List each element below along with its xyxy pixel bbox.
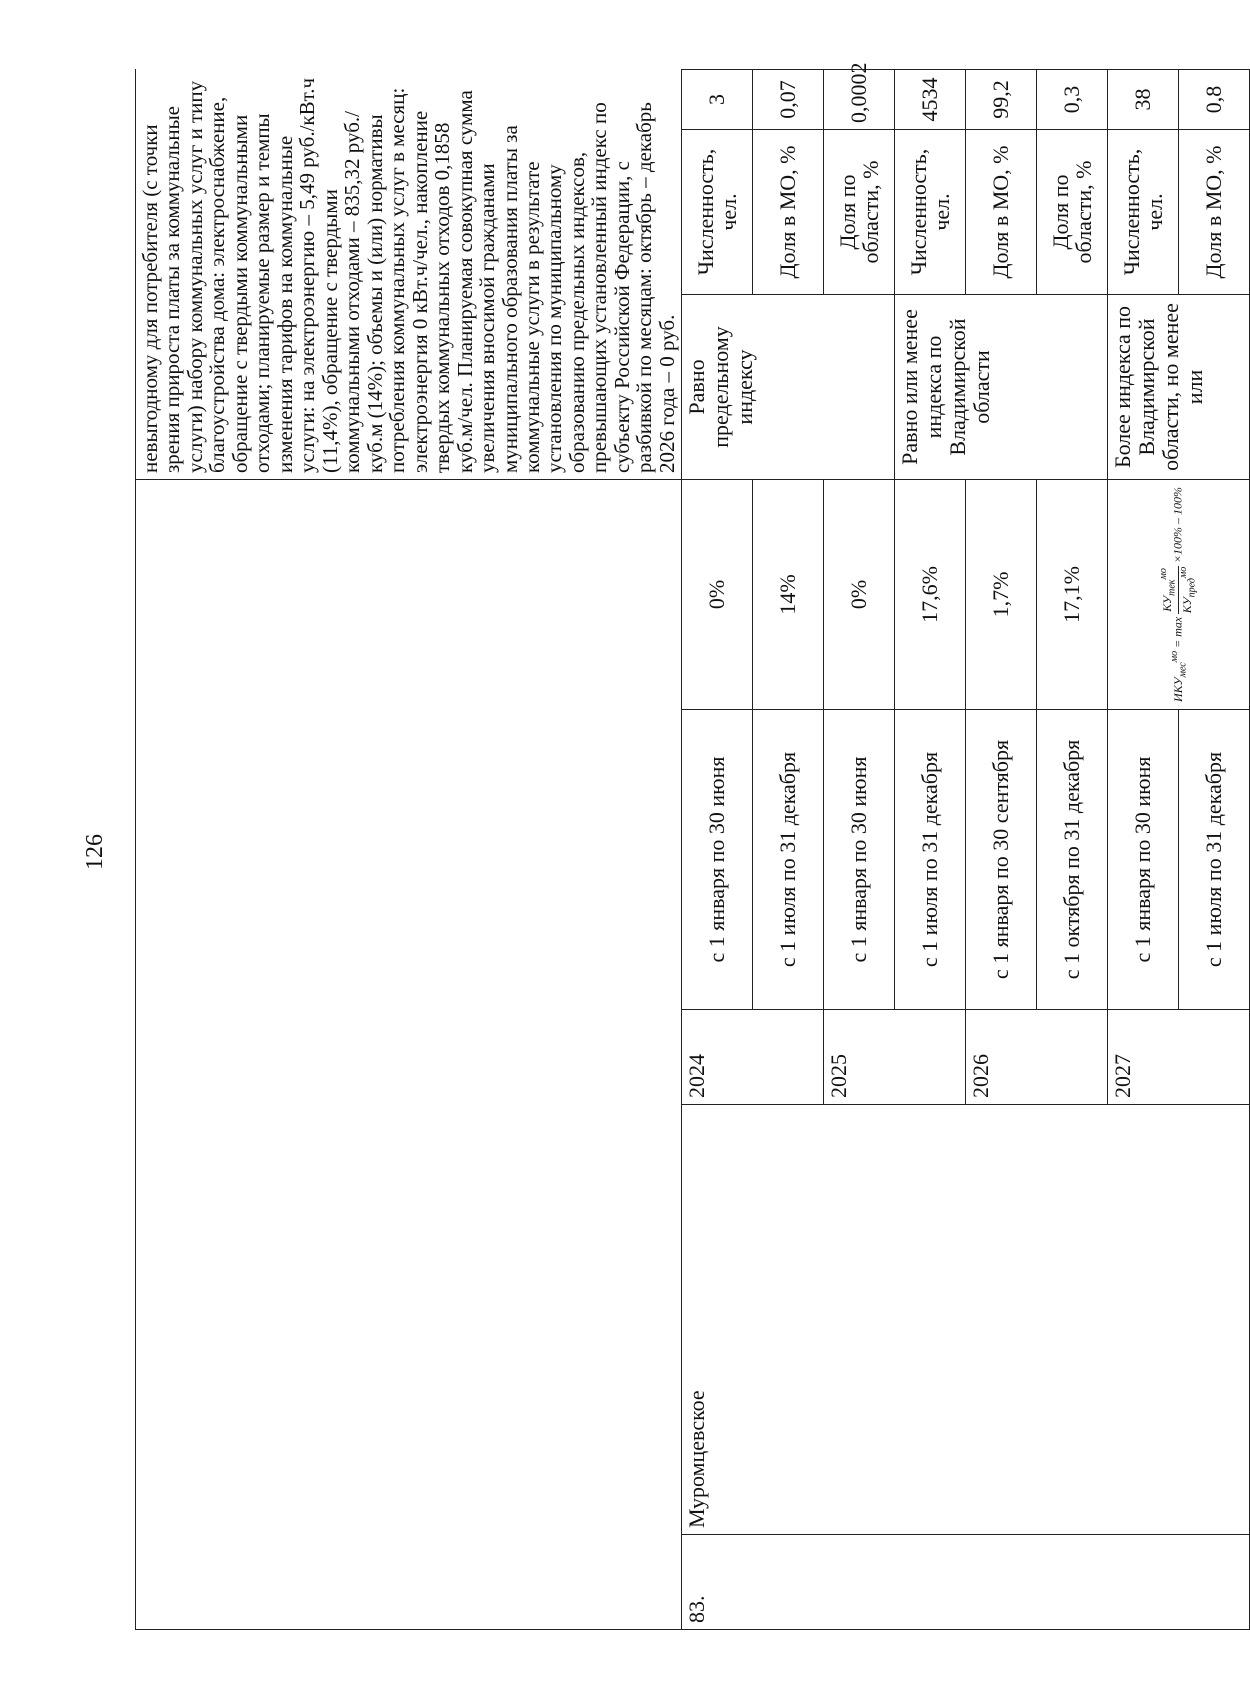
index-cell: 17,6% xyxy=(895,480,966,710)
municipality-name: Муромцевское xyxy=(682,1105,1250,1535)
continuation-row xyxy=(136,70,682,1630)
index-cell: 1,7% xyxy=(966,480,1037,710)
metric-cell: Доля в МО, % xyxy=(753,130,824,295)
metric-cell: Численность, чел. xyxy=(682,130,753,295)
formula-cell: $ИКУ_{мес}^{мо} = \max$ $КУ_{тек}^{мо}$ $КУ_{пред}^{мо}$ ×100% – 100% xyxy=(1108,480,1250,710)
metric-cell: Доля в МО, % xyxy=(966,130,1037,295)
value-cell: 3 xyxy=(682,70,753,130)
value-cell: 4534 xyxy=(895,70,966,130)
formula-tail: ×100% – 100% xyxy=(1170,487,1185,564)
value-cell: 0,07 xyxy=(753,70,824,130)
blank-cell xyxy=(136,710,682,1010)
period-cell: с 1 января по 30 июня xyxy=(682,710,753,1010)
rotated-page xyxy=(135,62,1227,1630)
value-cell: 38 xyxy=(1108,70,1179,130)
period-cell: с 1 июля по 31 декабря xyxy=(1179,710,1250,1010)
metric-cell: Доля в МО, % xyxy=(1179,130,1250,295)
blank-cell xyxy=(136,1010,682,1105)
period-cell: с 1 июля по 31 декабря xyxy=(753,710,824,1010)
blank-cell xyxy=(136,1535,682,1630)
description-cell: невыгодному для потребителя (с точки зрения прироста платы за коммунальные услуги) набору коммунальных услуг и типу благоустройства дома: электроснабжение, обращение с твердыми коммунальными отходами; планируемые размер и темпы изменения тарифов на коммунальные услуги: на электроэнергию – 5,49 руб./кВт.ч (11,4%), обращение с твердыми коммунальными отходами – 835,32 руб./куб.м (14%); объемы и (или) нормативы потребления коммунальных услуг в месяц: электроэнергия 0 кВт.ч/чел., накопление твердых коммунальных отходов 0,1858 куб.м/чел. Планируемая совокупная сумма увеличения вносимой гражданами муниципального образования платы за коммунальные услуги в результате установления по муниципальному образованию предельных индексов, превышающих установленный индекс по субъекту Российской Федерации, с разбивкой по месяцам: октябрь – декабрь 2026 года – 0 руб. xyxy=(136,70,682,480)
period-cell: с 1 января по 30 июня xyxy=(1108,710,1179,1010)
year-cell: 2027 xyxy=(1108,1010,1250,1105)
period-cell: с 1 октября по 31 декабря xyxy=(1037,710,1108,1010)
indices-table xyxy=(135,62,1250,1630)
value-cell: 0,8 xyxy=(1179,70,1250,130)
index-cell: 14% xyxy=(753,480,824,710)
index-cell: 17,1% xyxy=(1037,480,1108,710)
metric-cell: Доля по области, % xyxy=(824,130,895,295)
period-cell: с 1 января по 30 сентября xyxy=(966,710,1037,1010)
period-cell: с 1 января по 30 июня xyxy=(824,710,895,1010)
index-cell: 0% xyxy=(824,480,895,710)
page-number: 126 xyxy=(82,834,108,870)
metric-cell: Численность, чел. xyxy=(1108,130,1179,295)
group-label: Равно предельному индексу xyxy=(682,295,895,480)
year-cell: 2026 xyxy=(966,1010,1108,1105)
value-cell: 0,3 xyxy=(1037,70,1108,130)
entry-number: 83. xyxy=(682,1535,1250,1630)
group-label: Более индекса по Владимирской области, но менее или xyxy=(1108,295,1250,480)
year-cell: 2025 xyxy=(824,1010,966,1105)
period-cell: с 1 июля по 31 декабря xyxy=(895,710,966,1010)
blank-cell xyxy=(136,480,682,710)
metric-cell: Численность, чел. xyxy=(895,130,966,295)
year-cell: 2024 xyxy=(682,1010,824,1105)
index-cell: 0% xyxy=(682,480,753,710)
group-label: Равно или менее индекса по Владимирской области xyxy=(895,295,1108,480)
value-cell: 0,0002 xyxy=(824,70,895,130)
metric-cell: Доля по области, % xyxy=(1037,130,1108,295)
blank-cell xyxy=(136,1105,682,1535)
formula-func: max xyxy=(1170,616,1185,637)
table-row xyxy=(682,70,753,1630)
formula-fraction: $КУ_{тек}^{мо}$ $КУ_{пред}^{мо}$ xyxy=(1158,566,1198,614)
value-cell: 99,2 xyxy=(966,70,1037,130)
formula-lhs: $ИКУ_{мес}^{мо}$ xyxy=(1168,650,1188,702)
